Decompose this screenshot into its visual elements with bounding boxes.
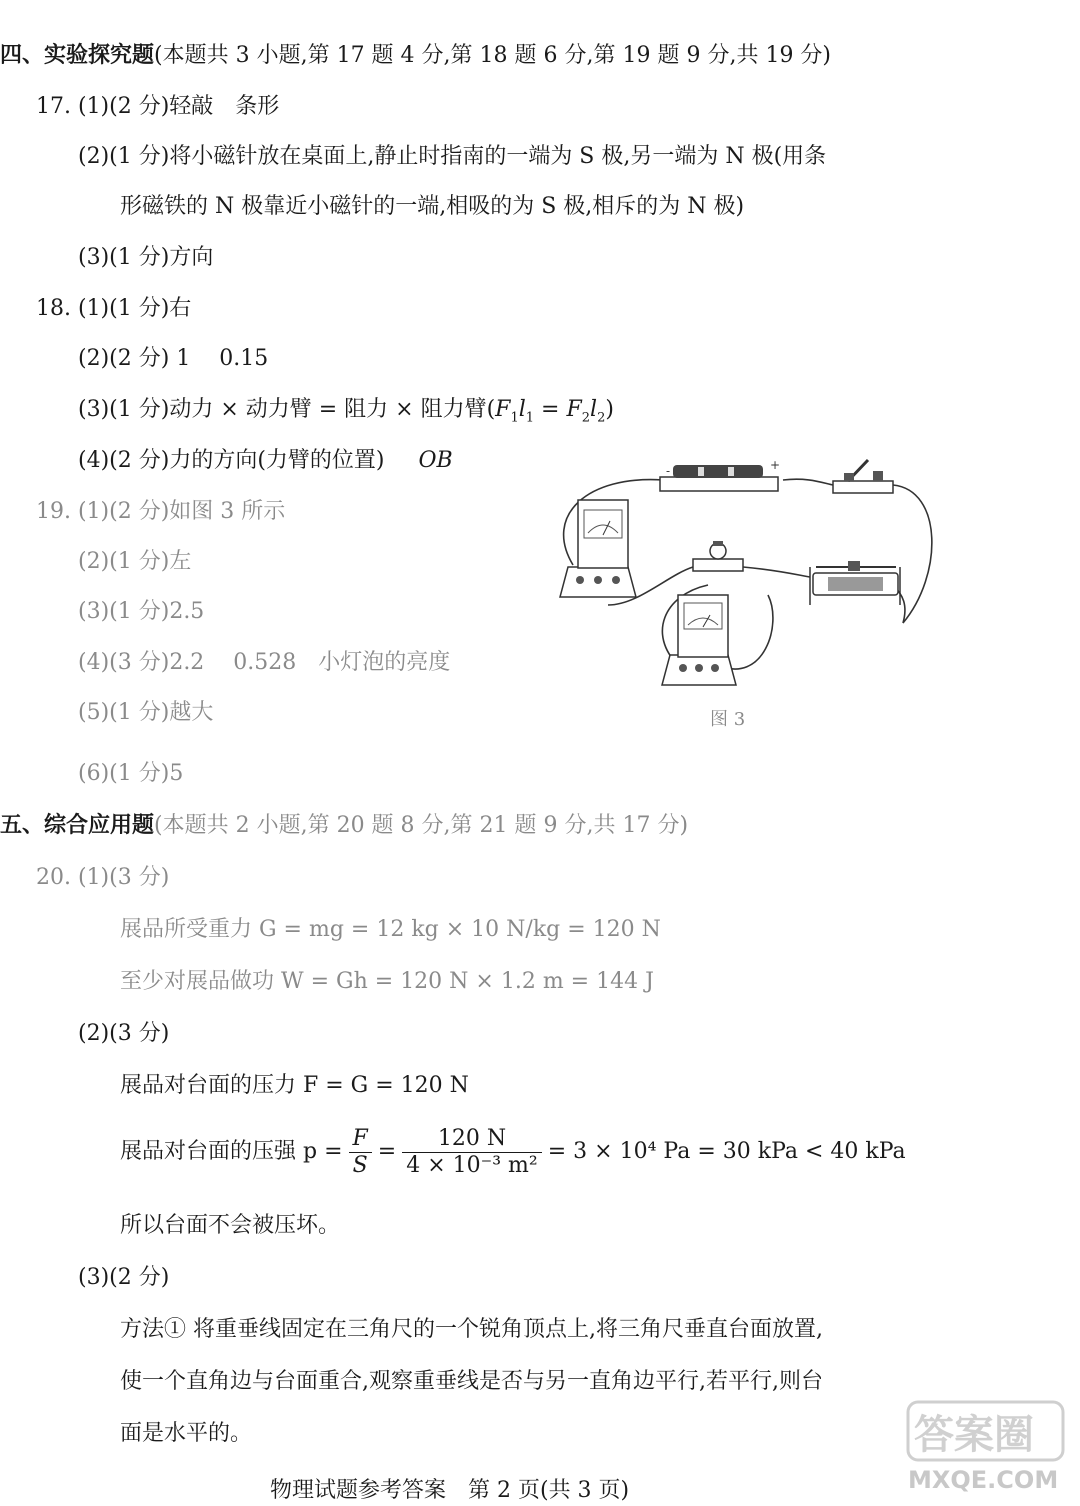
q18-part4-ob: OB bbox=[418, 448, 453, 473]
rheostat bbox=[810, 561, 900, 605]
q18-part3-text: (3)(1 分)动力 × 动力臂 = 阻力 × 阻力臂( bbox=[78, 397, 496, 422]
fraction-numerator: F bbox=[349, 1126, 372, 1153]
formula-l1: l bbox=[518, 397, 526, 422]
q19-part6: (6)(1 分)5 bbox=[78, 761, 184, 786]
formula-equals: = bbox=[534, 397, 567, 422]
section-5-title: 五、综合应用题 bbox=[0, 812, 155, 838]
q17-part3: (3)(1 分)方向 bbox=[78, 245, 214, 270]
fraction-f-over-s bbox=[349, 1126, 372, 1179]
light-bulb bbox=[693, 541, 743, 571]
circuit-diagram bbox=[548, 455, 948, 695]
svg-text:-: - bbox=[666, 464, 671, 478]
formula-sub: 1 bbox=[510, 410, 519, 426]
pressure-label: 展品对台面的压强 p = bbox=[120, 1139, 343, 1164]
q18-part4-text: (4)(2 分)力的方向(力臂的位置) bbox=[78, 448, 385, 473]
q19-part5: (5)(1 分)越大 bbox=[78, 700, 214, 725]
fraction-numerator: 120 N bbox=[402, 1126, 542, 1153]
formula-sub: 1 bbox=[525, 410, 535, 426]
knife-switch bbox=[833, 460, 893, 493]
pressure-result: = 3 × 10⁴ Pa = 30 kPa < 40 kPa bbox=[547, 1139, 906, 1164]
q17-part2-cont: 形磁铁的 N 极靠近小磁针的一端,相吸的为 S 极,相斥的为 N 极) bbox=[120, 194, 745, 219]
q20-pressure-force: 展品对台面的压力 F = G = 120 N bbox=[120, 1073, 469, 1098]
q19-part4: (4)(3 分)2.2 0.528 小灯泡的亮度 bbox=[78, 650, 451, 675]
formula-f2: F bbox=[566, 397, 582, 422]
watermark-logo bbox=[900, 1400, 1070, 1495]
section-5-note: (本题共 2 小题,第 20 题 8 分,第 21 题 9 分,共 17 分) bbox=[154, 813, 689, 838]
q20-method-line2: 使一个直角边与台面重合,观察重垂线是否与另一直角边平行,若平行,则台 bbox=[120, 1369, 823, 1394]
q20-method-line1: 方法① 将重垂线固定在三角尺的一个锐角顶点上,将三角尺垂直台面放置, bbox=[120, 1317, 823, 1342]
q17-part1: 17. (1)(2 分)轻敲 条形 bbox=[36, 94, 280, 119]
formula-sub: 2 bbox=[581, 410, 591, 426]
svg-text:MXQE.COM: MXQE.COM bbox=[908, 1466, 1059, 1494]
formula-close: ) bbox=[605, 397, 614, 422]
figure-caption: 图 3 bbox=[710, 709, 746, 730]
q20-part3: (3)(2 分) bbox=[78, 1265, 170, 1290]
section-5-heading bbox=[0, 810, 688, 841]
fraction-denominator: S bbox=[352, 1152, 368, 1178]
q19-part1: 19. (1)(2 分)如图 3 所示 bbox=[36, 499, 286, 524]
voltmeter bbox=[560, 500, 636, 597]
svg-text:+: + bbox=[770, 458, 781, 472]
formula-l2: l bbox=[590, 397, 598, 422]
q20-conclusion: 所以台面不会被压坏。 bbox=[120, 1213, 341, 1238]
svg-text:答案圈: 答案圈 bbox=[914, 1412, 1034, 1458]
q18-part4 bbox=[78, 446, 453, 476]
q19-part3: (3)(1 分)2.5 bbox=[78, 599, 205, 624]
fraction-denominator: 4 × 10⁻³ m² bbox=[406, 1152, 538, 1178]
q20-method-line3: 面是水平的。 bbox=[120, 1421, 253, 1446]
fraction-values bbox=[402, 1126, 542, 1179]
formula-sub: 2 bbox=[597, 410, 606, 426]
section-4-title: 四、实验探究题 bbox=[0, 42, 155, 68]
q19-part2: (2)(1 分)左 bbox=[78, 549, 192, 574]
formula-f1: F bbox=[495, 397, 511, 422]
q18-part1: 18. (1)(1 分)右 bbox=[36, 296, 192, 321]
q20-gravity: 展品所受重力 G = mg = 12 kg × 10 N/kg = 120 N bbox=[120, 917, 661, 942]
battery-pack bbox=[660, 458, 780, 491]
section-4-heading bbox=[0, 40, 831, 71]
q20-part1: 20. (1)(3 分) bbox=[36, 865, 170, 890]
q20-part2: (2)(3 分) bbox=[78, 1021, 170, 1046]
page-footer: 物理试题参考答案 第 2 页(共 3 页) bbox=[270, 1478, 630, 1503]
q18-part2: (2)(2 分) 1 0.15 bbox=[78, 346, 269, 371]
q18-part3 bbox=[78, 395, 614, 433]
section-4-note: (本题共 3 小题,第 17 题 4 分,第 18 题 6 分,第 19 题 9 分,共 19 分) bbox=[154, 43, 832, 68]
q20-work: 至少对展品做功 W = Gh = 120 N × 1.2 m = 144 J bbox=[120, 969, 654, 994]
ammeter bbox=[662, 595, 736, 685]
q20-pressure bbox=[120, 1124, 906, 1180]
q17-part2: (2)(1 分)将小磁针放在桌面上,静止时指南的一端为 S 极,另一端为 N 极(用条 bbox=[78, 144, 827, 169]
equals-sign: = bbox=[377, 1139, 397, 1164]
